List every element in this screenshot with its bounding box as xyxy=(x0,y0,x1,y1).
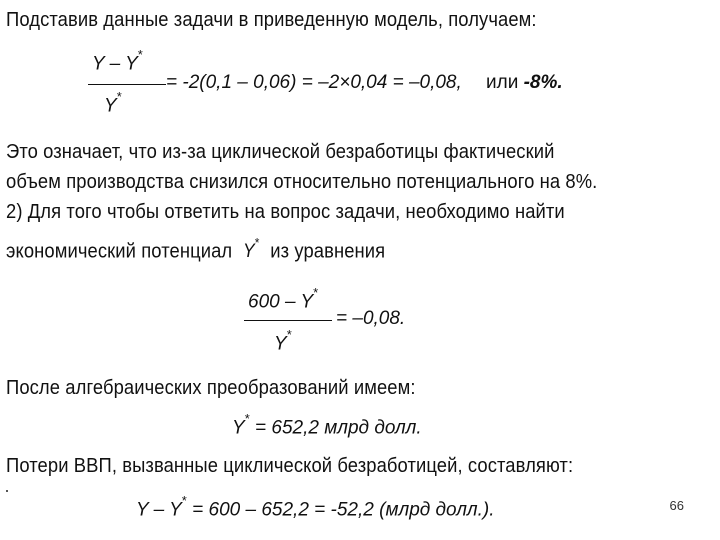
formula-4: Y – Y* = 600 – 652,2 = -52,2 (млрд долл.). xyxy=(136,493,495,521)
task2-line-2: экономический потенциал Y* из уравнения xyxy=(6,235,386,263)
formula-2-fraction-bar xyxy=(244,320,332,321)
slide-number: 66 xyxy=(669,498,684,513)
task2-line-1: 2) Для того чтобы ответить на вопрос задачи, необходимо найти xyxy=(6,201,565,223)
formula-1-or: или -8%. xyxy=(486,72,563,93)
after-algebra-text: После алгебраических преобразований имеем: xyxy=(6,377,416,399)
formula-1-numerator: Y – Y* xyxy=(92,47,143,75)
losses-text: Потери ВВП, вызванные циклической безработицей, составляют: xyxy=(6,455,574,477)
formula-3: Y* = 652,2 млрд долл. xyxy=(232,411,422,439)
intro-text: Подставив данные задачи в приведенную модель, получаем: xyxy=(6,9,537,31)
formula-1-denominator: Y* xyxy=(104,89,122,117)
formula-2-numerator: 600 – Y* xyxy=(248,285,319,313)
formula-2-denominator: Y* xyxy=(274,327,292,355)
formula-1-rhs: = -2(0,1 – 0,06) = –2×0,04 = –0,08, xyxy=(166,72,462,93)
potential-symbol: Y* xyxy=(243,235,260,263)
meaning-line-2: объем производства снизился относительно потенциального на 8%. xyxy=(6,171,598,193)
formula-2-rhs: = –0,08. xyxy=(336,308,406,329)
formula-1-fraction-bar xyxy=(88,84,166,85)
meaning-line-1: Это означает, что из-за циклической безработицы фактический xyxy=(6,141,555,163)
stray-dot xyxy=(6,490,8,492)
